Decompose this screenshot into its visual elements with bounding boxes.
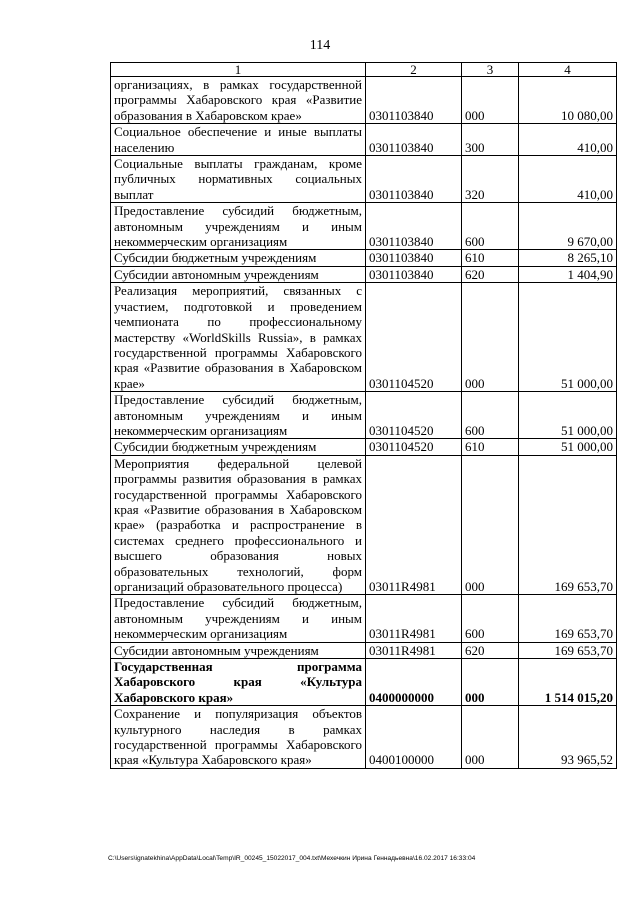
row-kind-cell: 610 bbox=[462, 250, 519, 266]
footer-file-path: C:\Users\ignatekhina\AppData\Local\Temp\IR_00245_15022017_004.txt\Мехечкин Ирина Геннадьевна\16.02.2017 16:33:04 bbox=[108, 855, 476, 862]
row-name-cell: организациях, в рамках государственной программы Хабаровского края «Развитие образования в Хабаровском крае» bbox=[111, 77, 366, 124]
row-code-cell: 03011R4981 bbox=[366, 455, 462, 595]
row-amount-cell: 51 000,00 bbox=[519, 283, 617, 392]
table-row bbox=[111, 77, 617, 124]
row-amount-cell: 410,00 bbox=[519, 156, 617, 203]
row-amount-cell: 169 653,70 bbox=[519, 455, 617, 595]
row-kind-cell: 620 bbox=[462, 642, 519, 658]
column-header-kind: 3 bbox=[462, 63, 519, 77]
row-amount-cell: 1 404,90 bbox=[519, 266, 617, 282]
row-amount-cell: 10 080,00 bbox=[519, 77, 617, 124]
row-amount-cell: 169 653,70 bbox=[519, 595, 617, 642]
row-kind-cell: 600 bbox=[462, 392, 519, 439]
row-code-cell: 0301104520 bbox=[366, 439, 462, 455]
row-code-cell: 0400000000 bbox=[366, 659, 462, 706]
row-amount-cell: 9 670,00 bbox=[519, 203, 617, 250]
row-code-cell: 0301103840 bbox=[366, 156, 462, 203]
row-code-cell: 03011R4981 bbox=[366, 642, 462, 658]
page-number: 114 bbox=[309, 38, 331, 53]
budget-table bbox=[110, 62, 617, 769]
row-code-cell: 0301103840 bbox=[366, 203, 462, 250]
row-kind-cell: 620 bbox=[462, 266, 519, 282]
row-code-cell: 0301104520 bbox=[366, 283, 462, 392]
row-name-cell: Предоставление субсидий бюджетным, автономным учреждениям и иным некоммерческим организациям bbox=[111, 595, 366, 642]
row-name-cell: Предоставление субсидий бюджетным, автономным учреждениям и иным некоммерческим организациям bbox=[111, 392, 366, 439]
column-header-amount: 4 bbox=[519, 63, 617, 77]
row-name-cell: Социальные выплаты гражданам, кроме публичных нормативных социальных выплат bbox=[111, 156, 366, 203]
row-amount-cell: 51 000,00 bbox=[519, 392, 617, 439]
row-kind-cell: 600 bbox=[462, 203, 519, 250]
row-kind-cell: 000 bbox=[462, 455, 519, 595]
row-amount-cell: 169 653,70 bbox=[519, 642, 617, 658]
row-name-cell: Субсидии автономным учреждениям bbox=[111, 642, 366, 658]
table-row bbox=[111, 659, 617, 706]
table-row bbox=[111, 283, 617, 392]
row-amount-cell: 1 514 015,20 bbox=[519, 659, 617, 706]
row-kind-cell: 000 bbox=[462, 77, 519, 124]
table-row bbox=[111, 642, 617, 658]
table-row bbox=[111, 156, 617, 203]
row-amount-cell: 51 000,00 bbox=[519, 439, 617, 455]
row-code-cell: 0400100000 bbox=[366, 706, 462, 769]
table-header-row bbox=[111, 63, 617, 77]
table-row bbox=[111, 250, 617, 266]
table-row bbox=[111, 439, 617, 455]
table-row bbox=[111, 706, 617, 769]
row-kind-cell: 000 bbox=[462, 283, 519, 392]
table-row bbox=[111, 203, 617, 250]
row-name-cell: Реализация мероприятий, связанных с участием, подготовкой и проведением чемпионата по профессиональному мастерству «WorldSkills Russia», в рамках государственной программы Хабаровского края «Развитие образования в Хабаровском крае» bbox=[111, 283, 366, 392]
row-name-cell: Субсидии бюджетным учреждениям bbox=[111, 439, 366, 455]
row-name-cell: Государственная программа Хабаровского края «Культура Хабаровского края» bbox=[111, 659, 366, 706]
row-name-cell: Субсидии автономным учреждениям bbox=[111, 266, 366, 282]
row-amount-cell: 8 265,10 bbox=[519, 250, 617, 266]
row-code-cell: 0301103840 bbox=[366, 250, 462, 266]
row-kind-cell: 600 bbox=[462, 595, 519, 642]
row-kind-cell: 610 bbox=[462, 439, 519, 455]
table-row bbox=[111, 266, 617, 282]
column-header-code: 2 bbox=[366, 63, 462, 77]
row-code-cell: 0301103840 bbox=[366, 266, 462, 282]
row-name-cell: Предоставление субсидий бюджетным, автономным учреждениям и иным некоммерческим организациям bbox=[111, 203, 366, 250]
row-amount-cell: 410,00 bbox=[519, 124, 617, 156]
row-code-cell: 0301103840 bbox=[366, 77, 462, 124]
table-row bbox=[111, 595, 617, 642]
row-amount-cell: 93 965,52 bbox=[519, 706, 617, 769]
row-kind-cell: 000 bbox=[462, 706, 519, 769]
table-row bbox=[111, 124, 617, 156]
row-name-cell: Субсидии бюджетным учреждениям bbox=[111, 250, 366, 266]
row-name-cell: Мероприятия федеральной целевой программы развития образования в рамках государственной программы Хабаровского края «Развитие образования в Хабаровском крае» (разработка и распространение в системах среднего профессионального и высшего образования новых образовательных технологий, форм организаций образовательного процесса) bbox=[111, 455, 366, 595]
row-kind-cell: 000 bbox=[462, 659, 519, 706]
table-row bbox=[111, 392, 617, 439]
row-name-cell: Сохранение и популяризация объектов культурного наследия в рамках государственной программы Хабаровского края «Культура Хабаровского края» bbox=[111, 706, 366, 769]
column-header-name: 1 bbox=[111, 63, 366, 77]
row-kind-cell: 300 bbox=[462, 124, 519, 156]
row-kind-cell: 320 bbox=[462, 156, 519, 203]
row-code-cell: 0301104520 bbox=[366, 392, 462, 439]
row-code-cell: 03011R4981 bbox=[366, 595, 462, 642]
table-row bbox=[111, 455, 617, 595]
row-code-cell: 0301103840 bbox=[366, 124, 462, 156]
row-name-cell: Социальное обеспечение и иные выплаты населению bbox=[111, 124, 366, 156]
